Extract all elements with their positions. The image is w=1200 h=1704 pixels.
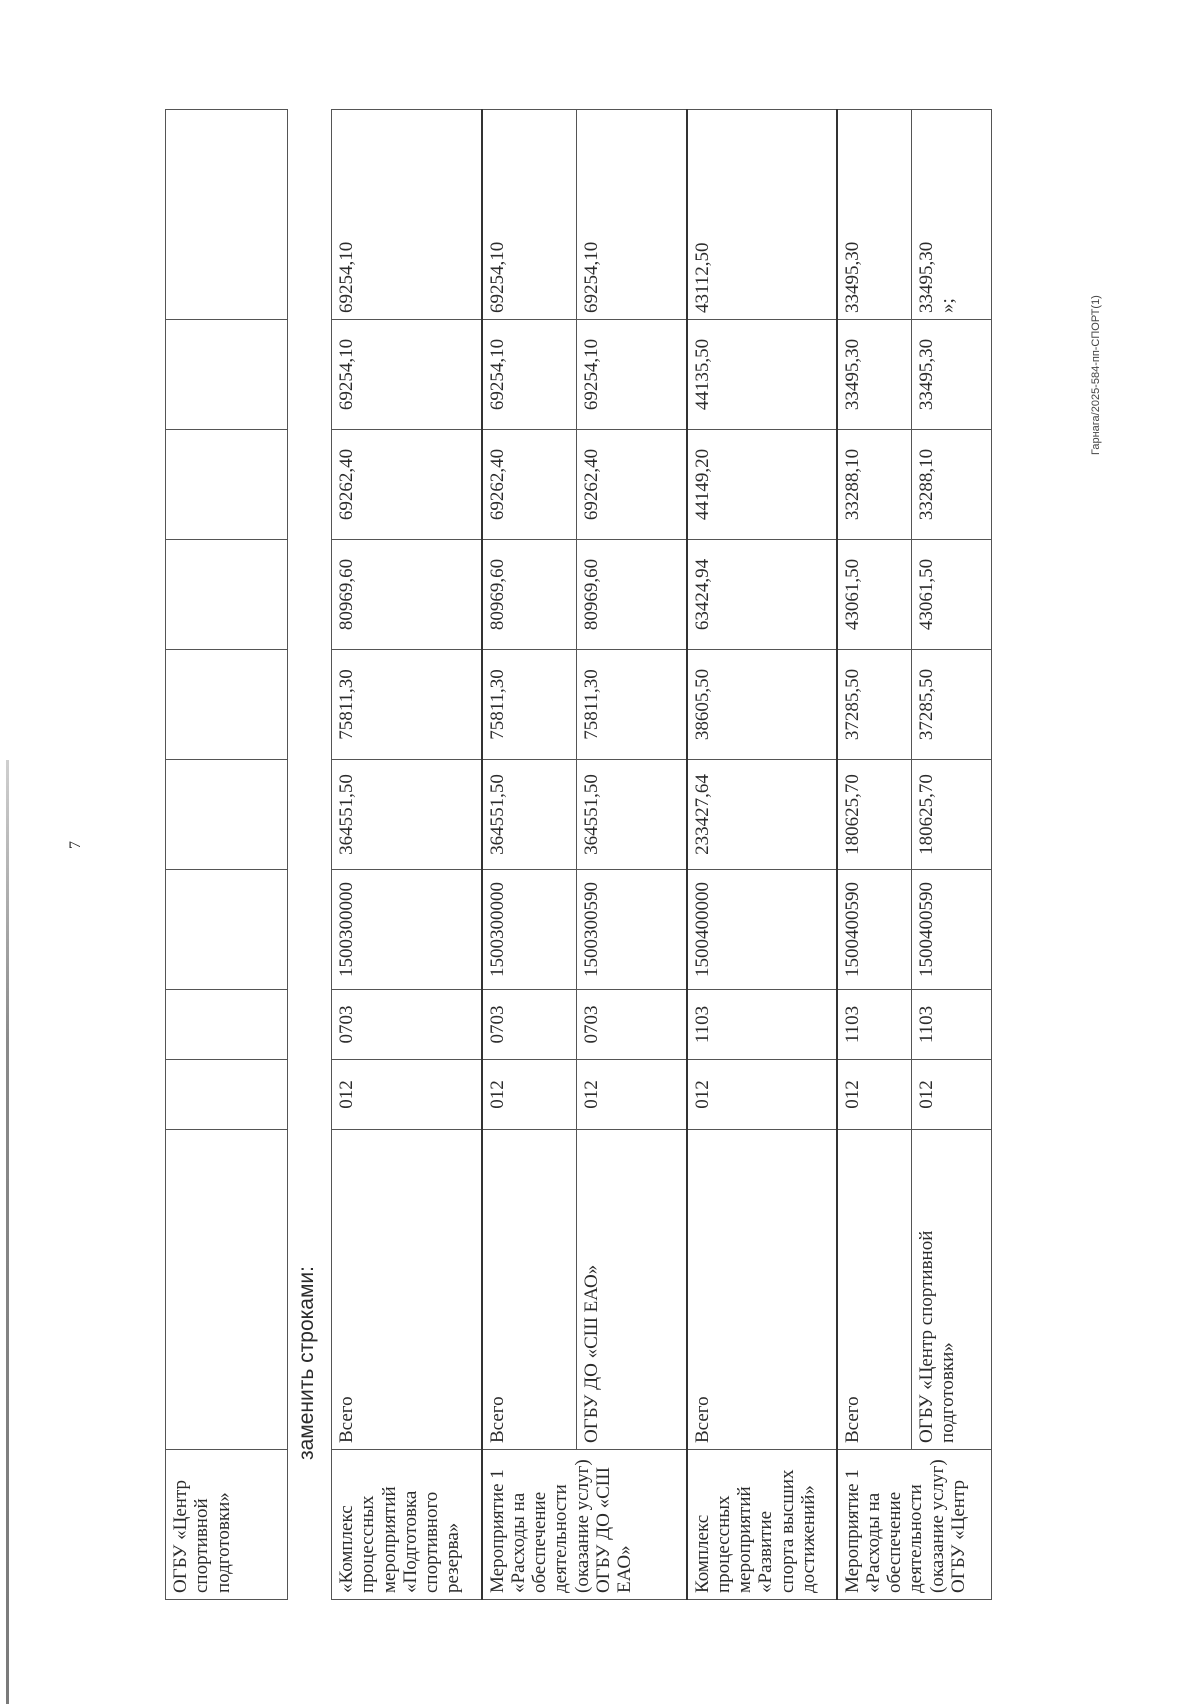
value-cell: 44149,20 (687, 430, 837, 540)
value-cell: 69254,10 (482, 110, 577, 320)
value-cell: 75811,30 (332, 650, 482, 760)
section-cell: 0703 (332, 990, 482, 1060)
section-cell: 0703 (577, 990, 687, 1060)
value-cell: 80969,60 (577, 540, 687, 650)
previous-rows-table (165, 109, 288, 1600)
value-cell: 44135,50 (687, 320, 837, 430)
value-cell: 69262,40 (577, 430, 687, 540)
value-cell: 69262,40 (482, 430, 577, 540)
closing-quote: »; (937, 298, 959, 313)
value-cell: 75811,30 (577, 650, 687, 760)
target-code-cell: 1500300000 (332, 870, 482, 990)
value-cell: 180625,70 (912, 760, 992, 870)
code-cell: 012 (577, 1060, 687, 1130)
value-cell: 69254,10 (332, 320, 482, 430)
table-row (687, 110, 837, 1600)
value-cell: 180625,70 (837, 760, 912, 870)
subrow-label: Всего (482, 1130, 577, 1450)
value-cell: 43061,50 (837, 540, 912, 650)
table-row (332, 110, 482, 1600)
subrow-label: Всего (332, 1130, 482, 1450)
target-code-cell: 1500400000 (687, 870, 837, 990)
value-cell: 233427,64 (687, 760, 837, 870)
page-number: 7 (67, 841, 84, 849)
table-row (837, 110, 912, 1600)
code-cell: 012 (837, 1060, 912, 1130)
target-code-cell: 1500400590 (912, 870, 992, 990)
value-cell (912, 110, 992, 320)
rotated-page-content (165, 110, 1075, 1600)
value-cell: 364551,50 (332, 760, 482, 870)
table-row (166, 110, 288, 1600)
value-cell: 33495,30 (912, 320, 992, 430)
value-cell: 69254,10 (577, 320, 687, 430)
value-cell: 37285,50 (912, 650, 992, 760)
value-cell: 80969,60 (332, 540, 482, 650)
code-cell: 012 (912, 1060, 992, 1130)
table-row (577, 110, 687, 1600)
value-cell: 364551,50 (482, 760, 577, 870)
target-code-cell: 1500300590 (577, 870, 687, 990)
value-cell: 33495,30 (837, 110, 912, 320)
replace-caption: заменить строками: (295, 1266, 318, 1460)
value-cell: 80969,60 (482, 540, 577, 650)
value-cell: 33288,10 (837, 430, 912, 540)
subrow-label: ОГБУ ДО «СШ ЕАО» (577, 1130, 687, 1450)
value-cell: 33288,10 (912, 430, 992, 540)
code-cell: 012 (687, 1060, 837, 1130)
table-row (482, 110, 577, 1600)
value-cell: 33495,30 (837, 320, 912, 430)
subrow-label: Всего (837, 1130, 912, 1450)
replacement-rows-table (331, 109, 992, 1600)
table-row (912, 110, 992, 1600)
row-name-cell: ОГБУ «Центр спортивной подготовки» (166, 1450, 288, 1600)
row-name-cell: Мероприятие 1 «Расходы на обеспечение деятельности (оказание услуг) ОГБУ «Центр (837, 1450, 992, 1600)
value-cell: 69254,10 (482, 320, 577, 430)
subrow-label: Всего (687, 1130, 837, 1450)
row-name-cell: Мероприятие 1 «Расходы на обеспечение деятельности (оказание услуг) ОГБУ ДО «СШ ЕАО» (482, 1450, 687, 1600)
section-cell: 1103 (687, 990, 837, 1060)
document-code: Гарнага/2025-584-пп-СПОРТ(1) (1090, 295, 1102, 455)
value-cell: 69254,10 (332, 110, 482, 320)
value-cell: 63424,94 (687, 540, 837, 650)
value-cell: 43061,50 (912, 540, 992, 650)
scan-edge-line (6, 760, 9, 1704)
subrow-label: ОГБУ «Центр спортивной подготовки» (912, 1130, 992, 1450)
target-code-cell: 1500300000 (482, 870, 577, 990)
value-cell: 37285,50 (837, 650, 912, 760)
value-cell: 69262,40 (332, 430, 482, 540)
section-cell: 1103 (912, 990, 992, 1060)
code-cell: 012 (482, 1060, 577, 1130)
value-cell: 364551,50 (577, 760, 687, 870)
target-code-cell: 1500400590 (837, 870, 912, 990)
value-cell: 43112,50 (687, 110, 837, 320)
row-name-cell: «Комплекс процессных мероприятий «Подготовка спортивного резерва» (332, 1450, 482, 1600)
value-text: 33495,30 (916, 241, 937, 313)
row-name-cell: Комплекс процессных мероприятий «Развитие спорта высших достижений» (687, 1450, 837, 1600)
code-cell: 012 (332, 1060, 482, 1130)
value-cell: 38605,50 (687, 650, 837, 760)
section-cell: 1103 (837, 990, 912, 1060)
section-cell: 0703 (482, 990, 577, 1060)
value-cell: 69254,10 (577, 110, 687, 320)
value-cell: 75811,30 (482, 650, 577, 760)
